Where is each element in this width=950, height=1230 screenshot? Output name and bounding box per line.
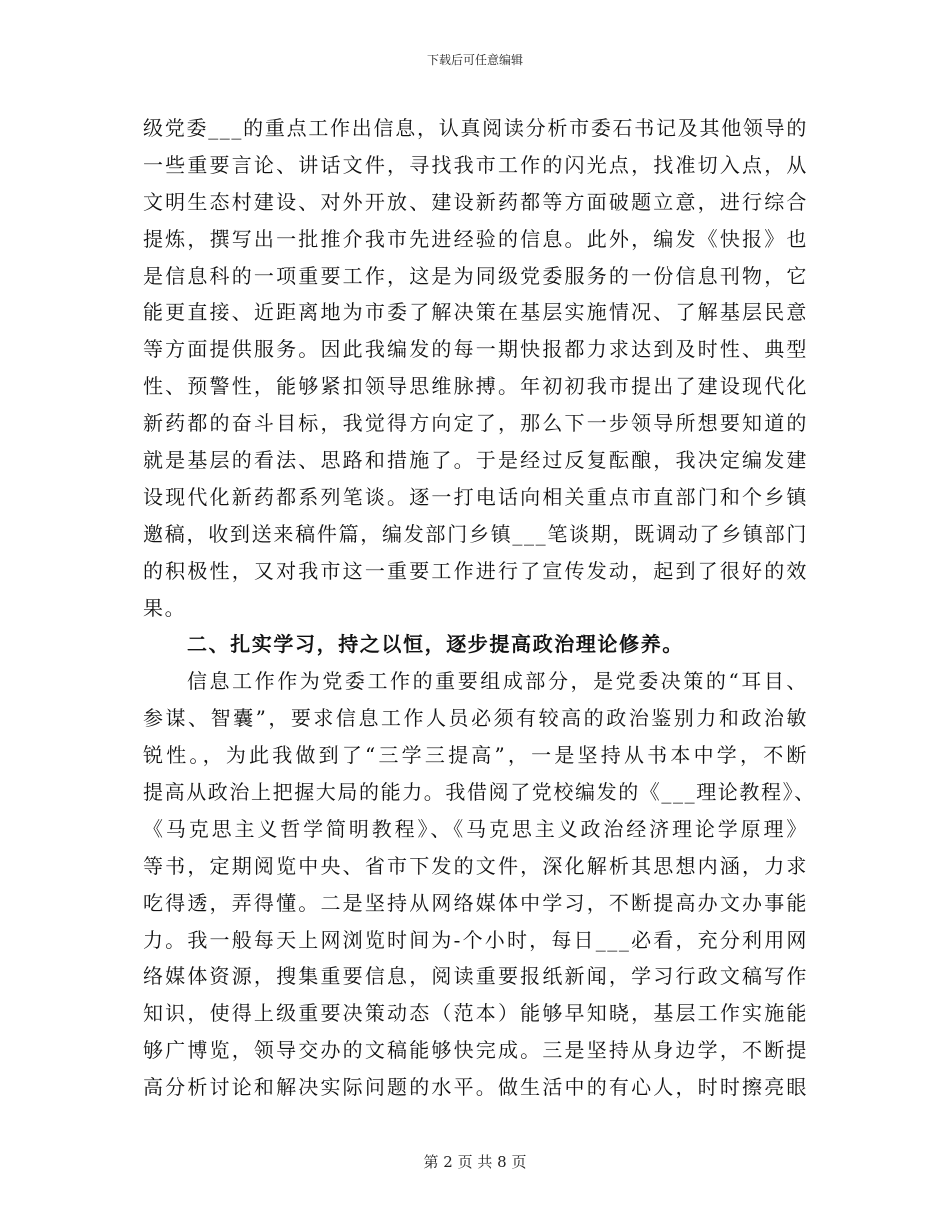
body-line: 果。	[143, 595, 187, 620]
body-line: 提高从政治上把握大局的能力。我借阅了党校编发的《___理论教程》、	[143, 780, 816, 805]
body-line: 性、预警性，能够紧扣领导思维脉搏。年初初我市提出了建设现代化	[143, 374, 808, 399]
section-heading: 二、扎实学习，持之以恒，逐步提高政治理论修养。	[187, 632, 684, 657]
body-line: 是信息科的一项重要工作，这是为同级党委服务的一份信息刊物，它	[143, 263, 808, 288]
body-line: 一些重要言论、讲话文件，寻找我市工作的闪光点，找准切入点，从	[143, 152, 808, 177]
page-header: 下载后可任意编辑	[426, 53, 523, 67]
body-line: 设现代化新药都系列笔谈。逐一打电话向相关重点市直部门和个乡镇	[143, 484, 808, 509]
document-body	[143, 110, 816, 1106]
page-number: 第 2 页 共 8 页	[423, 1153, 527, 1171]
body-line: 知识，使得上级重要决策动态（范本）能够早知晓，基层工作实施能	[143, 1001, 808, 1026]
body-line: 高分析讨论和解决实际问题的水平。做生活中的有心人，时时擦亮眼	[143, 1075, 808, 1100]
body-line: 能更直接、近距离地为市委了解决策在基层实施情况、了解基层民意	[143, 300, 808, 325]
body-line: 的积极性，又对我市这一重要工作进行了宣传发动，起到了很好的效	[143, 558, 808, 583]
body-line: 络媒体资源，搜集重要信息，阅读重要报纸新闻，学习行政文稿写作	[143, 964, 808, 989]
body-line: 吃得透，弄得懂。二是坚持从网络媒体中学习，不断提高办文办事能	[143, 890, 808, 915]
body-line: 参谋、智囊”，要求信息工作人员必须有较高的政治鉴别力和政治敏	[143, 706, 808, 731]
body-line: 级党委___的重点工作出信息，认真阅读分析市委石书记及其他领导的	[143, 116, 808, 140]
body-line: 新药都的奋斗目标，我觉得方向定了，那么下一步领导所想要知道的	[143, 411, 808, 436]
body-line: 就是基层的看法、思路和措施了。于是经过反复酝酿，我决定编发建	[143, 448, 808, 473]
body-line: 《马克思主义哲学简明教程》、《马克思主义政治经济理论学原理》	[143, 816, 808, 841]
body-line: 邀稿，收到送来稿件篇，编发部门乡镇___笔谈期，既调动了乡镇部门	[143, 521, 808, 546]
body-line: 文明生态村建设、对外开放、建设新药都等方面破题立意，进行综合	[143, 189, 808, 214]
body-line: 锐性。，为此我做到了“三学三提高”，一是坚持从书本中学，不断	[143, 743, 808, 768]
body-line: 等方面提供服务。因此我编发的每一期快报都力求达到及时性、典型	[143, 337, 808, 362]
body-line: 等书，定期阅览中央、省市下发的文件，深化解析其思想内涵，力求	[143, 853, 808, 878]
body-line: 信息工作作为党委工作的重要组成部分，是党委决策的“耳目、	[187, 669, 808, 694]
body-line: 力。我一般每天上网浏览时间为-个小时，每日___必看，充分利用网	[143, 927, 808, 952]
body-line: 够广博览，领导交办的文稿能够快完成。三是坚持从身边学，不断提	[143, 1038, 808, 1063]
body-line: 提炼，撰写出一批推介我市先进经验的信息。此外，编发《快报》也	[143, 226, 808, 251]
